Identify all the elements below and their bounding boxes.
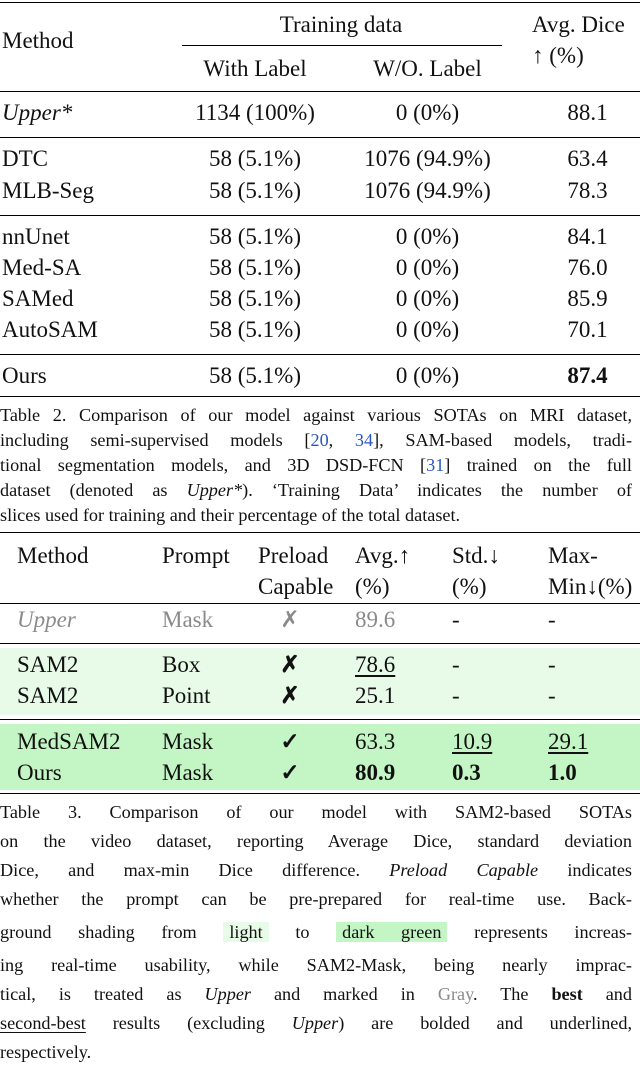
table3-row-std-best: 0.3	[452, 760, 481, 785]
table2-row-with-label: 58 (5.1%)	[209, 286, 301, 311]
table2-top-rule	[0, 2, 640, 3]
light-green-band	[0, 648, 640, 715]
table2-header-rule	[0, 91, 640, 92]
citation-link[interactable]: 20	[310, 430, 329, 450]
table2-row-wo-label: 1076 (94.9%)	[364, 146, 491, 171]
table2-row-dice: 84.1	[567, 224, 608, 249]
table3-row-maxmin: -	[548, 607, 556, 632]
table3-divider	[0, 719, 640, 720]
table2-row-method: SAMed	[2, 286, 74, 311]
table3-row-maxmin: -	[548, 652, 556, 677]
caption-line: tical, is treated as Upper and marked in Gray. The best and	[0, 984, 632, 1004]
table3-header-avg-unit: (%)	[355, 574, 390, 599]
table3-row-prompt: Point	[162, 683, 211, 708]
table2-row-with-label: 58 (5.1%)	[209, 178, 301, 203]
table2-row-dice: 76.0	[567, 255, 608, 280]
table2-row-method: nnUnet	[2, 224, 70, 249]
table3-row-method: MedSAM2	[17, 729, 121, 754]
table3-header-avg: Avg.↑	[355, 543, 411, 568]
table3-row-avg-best: 80.9	[355, 760, 396, 785]
table2-header-with-label: With Label	[203, 56, 307, 81]
table2-divider	[0, 137, 640, 138]
table2-row-method: AutoSAM	[2, 317, 98, 342]
table3-row-preload-check-icon: ✓	[280, 729, 300, 754]
table2-divider	[0, 215, 640, 216]
table3-row-avg-second-best: 78.6	[355, 652, 396, 677]
table3-row-avg: 25.1	[355, 683, 396, 708]
table2-row-method: Med-SA	[2, 255, 82, 280]
table3-row-method: Upper	[17, 607, 76, 632]
table3-row-std: -	[452, 652, 460, 677]
caption-line: Table 2. Comparison of our model against various SOTAs on MRI dataset,	[0, 405, 632, 425]
table2-divider	[0, 354, 640, 355]
table3-header-std-unit: (%)	[452, 574, 487, 599]
table3-row-prompt: Box	[162, 652, 201, 677]
table2-header-wo-label: W/O. Label	[373, 56, 482, 81]
table2-row-with-label: 58 (5.1%)	[209, 146, 301, 171]
table3-header-prompt: Prompt	[162, 543, 230, 568]
caption-line: ing real-time usability, while SAM2-Mask, being nearly imprac-	[0, 955, 632, 975]
table2-training-data-cmidrule	[182, 45, 502, 46]
table2-row-with-label: 58 (5.1%)	[209, 224, 301, 249]
table3-row-std: -	[452, 683, 460, 708]
table3-header-preload: Preload	[258, 543, 329, 568]
table2-bottom-rule	[0, 396, 640, 397]
table3-row-method: SAM2	[17, 652, 79, 677]
table2-header-method: Method	[2, 28, 74, 53]
dark-green-swatch: dark green	[336, 922, 447, 942]
table3-row-preload-check-icon: ✓	[280, 760, 300, 785]
caption-line: Dice, and max-min Dice difference. Preload Capable indicates	[0, 860, 632, 880]
table2-row-dice: 88.1	[567, 100, 608, 125]
table3-row-preload-cross-icon: ✗	[280, 652, 300, 677]
table2-row-wo-label: 0 (0%)	[395, 100, 460, 125]
caption-line: tional segmentation models, and 3D DSD-FCN [31] trained on the full	[0, 455, 632, 475]
table2-header-avg-dice: Avg. Dice	[532, 12, 625, 37]
table2-row-dice: 78.3	[567, 178, 608, 203]
table2-row-with-label: 58 (5.1%)	[209, 255, 301, 280]
gray-sample: Gray	[437, 984, 473, 1004]
table2-row-wo-label: 0 (0%)	[395, 224, 460, 249]
table2-row-with-label: 58 (5.1%)	[209, 363, 301, 388]
table2-row-wo-label: 0 (0%)	[395, 363, 460, 388]
table3-row-std: -	[452, 607, 460, 632]
table3-row-prompt: Mask	[162, 607, 214, 632]
table2-row-dice: 85.9	[567, 286, 608, 311]
table2-row-with-label: 1134 (100%)	[195, 100, 315, 125]
caption-line: slices used for training and their percentage of the total dataset.	[0, 505, 461, 525]
caption-line: respectively.	[0, 1042, 92, 1062]
table3-row-avg: 63.3	[355, 729, 396, 754]
table2-row-with-label: 58 (5.1%)	[209, 317, 301, 342]
table2-row-dice-best: 87.4	[567, 363, 608, 388]
table2-row-method: DTC	[2, 146, 48, 171]
table3-header-rule	[0, 603, 640, 604]
table3-row-preload-cross-icon: ✗	[280, 607, 300, 632]
table3-divider	[0, 643, 640, 644]
table3-top-rule	[0, 532, 640, 533]
table3-bottom-rule	[0, 793, 640, 794]
table2-row-wo-label: 0 (0%)	[395, 255, 460, 280]
caption-line: on the video dataset, reporting Average Dice, standard deviation	[0, 831, 632, 851]
table2-header-training-data: Training data	[279, 12, 403, 37]
table3-header-std: Std.↓	[452, 543, 500, 568]
table2-row-dice: 70.1	[567, 317, 608, 342]
table3-header-method: Method	[17, 543, 89, 568]
citation-link[interactable]: 34	[354, 430, 374, 450]
table3-row-preload-cross-icon: ✗	[280, 683, 300, 708]
table2-row-wo-label: 1076 (94.9%)	[364, 178, 491, 203]
table3-header-capable: Capable	[258, 574, 334, 599]
caption-line: second-best results (excluding Upper) are bolded and underlined,	[0, 1013, 633, 1033]
table3-row-avg: 89.6	[355, 607, 396, 632]
caption-line: Table 3. Comparison of our model with SAM2-based SOTAs	[0, 802, 632, 822]
caption-line: whether the prompt can be pre-prepared for real-time use. Back-	[0, 889, 632, 909]
caption-line: including semi-supervised models [20, 34], SAM-based models, tradi-	[0, 430, 632, 450]
citation-link[interactable]: 31	[426, 455, 445, 475]
table3-row-prompt: Mask	[162, 729, 214, 754]
table3-row-maxmin-second-best: 29.1	[548, 729, 589, 754]
table3-row-prompt: Mask	[162, 760, 214, 785]
table2-row-method: Ours	[2, 363, 47, 388]
table3-header-maxmin-unit: Min↓(%)	[548, 574, 633, 599]
table3-header-maxmin: Max-	[548, 543, 598, 568]
table3-row-maxmin: -	[548, 683, 556, 708]
table2-row-wo-label: 0 (0%)	[395, 317, 460, 342]
caption-line: ground shading from light to dark green represents increas-	[0, 922, 632, 942]
table3-row-method: SAM2	[17, 683, 79, 708]
light-green-swatch: light	[223, 922, 268, 942]
table3-row-maxmin-best: 1.0	[548, 760, 577, 785]
caption-line: dataset (denoted as Upper*). ‘Training Data’ indicates the number of	[0, 480, 632, 500]
table3-row-method: Ours	[17, 760, 62, 785]
table2-row-method: Upper*	[2, 100, 73, 125]
table2-header-avg-dice-unit: ↑ (%)	[532, 43, 584, 68]
table2-row-wo-label: 0 (0%)	[395, 286, 460, 311]
table3-row-std-second-best: 10.9	[452, 729, 493, 754]
table2-row-dice: 63.4	[567, 146, 608, 171]
table2-row-method: MLB-Seg	[2, 178, 94, 203]
